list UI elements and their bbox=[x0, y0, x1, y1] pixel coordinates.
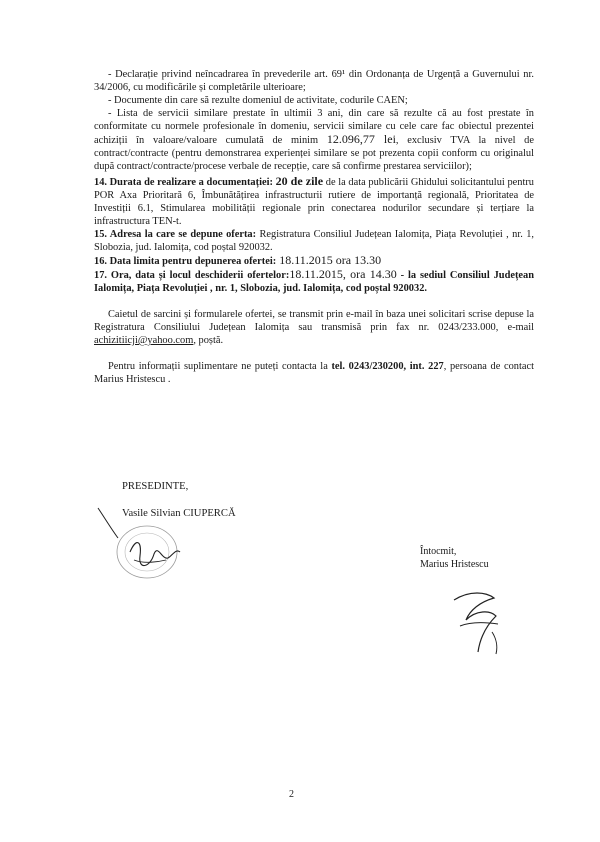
item-16-value: 18.11.2015 ora 13.30 bbox=[276, 253, 382, 267]
caiet-end: , poștă. bbox=[193, 335, 224, 346]
author-title: Întocmit, bbox=[420, 546, 457, 557]
president-stamp-signature-icon bbox=[92, 500, 212, 590]
contact-end: , persoana de contact Marius Hristescu . bbox=[94, 361, 534, 385]
item-14-duration: 20 de zile bbox=[275, 174, 324, 188]
item-16-label: 16. Data limita pentru depunerea ofertei: bbox=[94, 256, 277, 267]
bullet-lista-start: - Lista de servicii similare prestate în ultimii 3 ani, din care să rezulte că au fost prestate în conformitate cu normele profesionale în domeniu, servicii similare cu cele care fac obiectul prezentei achiziții în valoare/valoare cumulată de minim bbox=[94, 108, 534, 146]
caiet-start: Caietul de sarcini și formularele ofertei, se transmit prin e-mail în baza unei solicitari scrise depuse la Registratura Consiliului Județean Ialomița sau transmisă prin fax nr. 0243/233.000, e-mail bbox=[94, 309, 534, 333]
item-15-label: 15. Adresa la care se depune oferta: bbox=[94, 229, 257, 240]
caiet-paragraph bbox=[94, 308, 534, 347]
author-name: Marius Hristescu bbox=[420, 559, 489, 570]
bullet-lista-servicii bbox=[94, 107, 534, 173]
item-15-text: Registratura Consiliul Județean Ialomița, Piața Revoluției , nr. 1, Slobozia, jud. Ialomița, cod poștal 920032. bbox=[94, 229, 534, 253]
item-14-text: de la data publicării Ghidului solicitantului pentru POR Axa Prioritară 6, Îmbunătățirea infrastructurii rutiere de importanță regională, Prioritatea de Investiții 6.1, Stimularea mobilității regionale prin conectarea nodurilor secundare și terțiare la infrastructura TEN-t. bbox=[94, 177, 534, 227]
item-17-text: - la sediul Consiliul Județean Ialomița, Piața Revoluției , nr. 1, Slobozia, jud. Ialomița, cod poștal 920032. bbox=[94, 270, 534, 294]
item-16 bbox=[94, 254, 534, 268]
bullet-lista-end: , exclusiv TVA la nivel de contract/contracte (pentru demonstrarea experienței similare se pot prezenta copii conform cu originalul după contract/contracte/procese verbale de recepție, care să confirme prestarea serviciilor); bbox=[94, 135, 534, 172]
author-signature-icon bbox=[440, 580, 520, 660]
item-15 bbox=[94, 228, 534, 254]
author-signature-block bbox=[420, 545, 489, 571]
page-number: 2 bbox=[289, 789, 294, 800]
contact-paragraph bbox=[94, 360, 534, 386]
bullet-declaratie: - Declarație privind neîncadrarea în prevederile art. 69¹ din Ordonanța de Urgență a Guvernului nr. 34/2006, cu modificările și completările ulterioare; bbox=[94, 69, 534, 93]
item-14-label: 14. Durata de realizare a documentației: bbox=[94, 177, 273, 188]
bullet-documente: - Documente din care să rezulte domeniul de activitate, codurile CAEN; bbox=[108, 95, 408, 106]
contact-start: Pentru informații suplimentare ne puteți contacta la bbox=[108, 361, 332, 372]
contact-phone: tel. 0243/230200, int. 227 bbox=[331, 361, 444, 372]
minimum-amount: 12.096,77 lei bbox=[326, 132, 396, 146]
item-17 bbox=[94, 268, 534, 295]
item-17-label: 17. Ora, data și locul deschiderii ofertelor: bbox=[94, 270, 290, 281]
document-body bbox=[94, 68, 534, 386]
item-17-value: 18.11.2015, ora 14.30 bbox=[289, 267, 397, 281]
president-title: PRESEDINTE, bbox=[122, 481, 189, 492]
president-name: Vasile Silvian CIUPERCĂ bbox=[122, 508, 236, 519]
email-link[interactable]: achizitiicji@yahoo.com bbox=[94, 335, 194, 346]
item-14 bbox=[94, 175, 534, 228]
